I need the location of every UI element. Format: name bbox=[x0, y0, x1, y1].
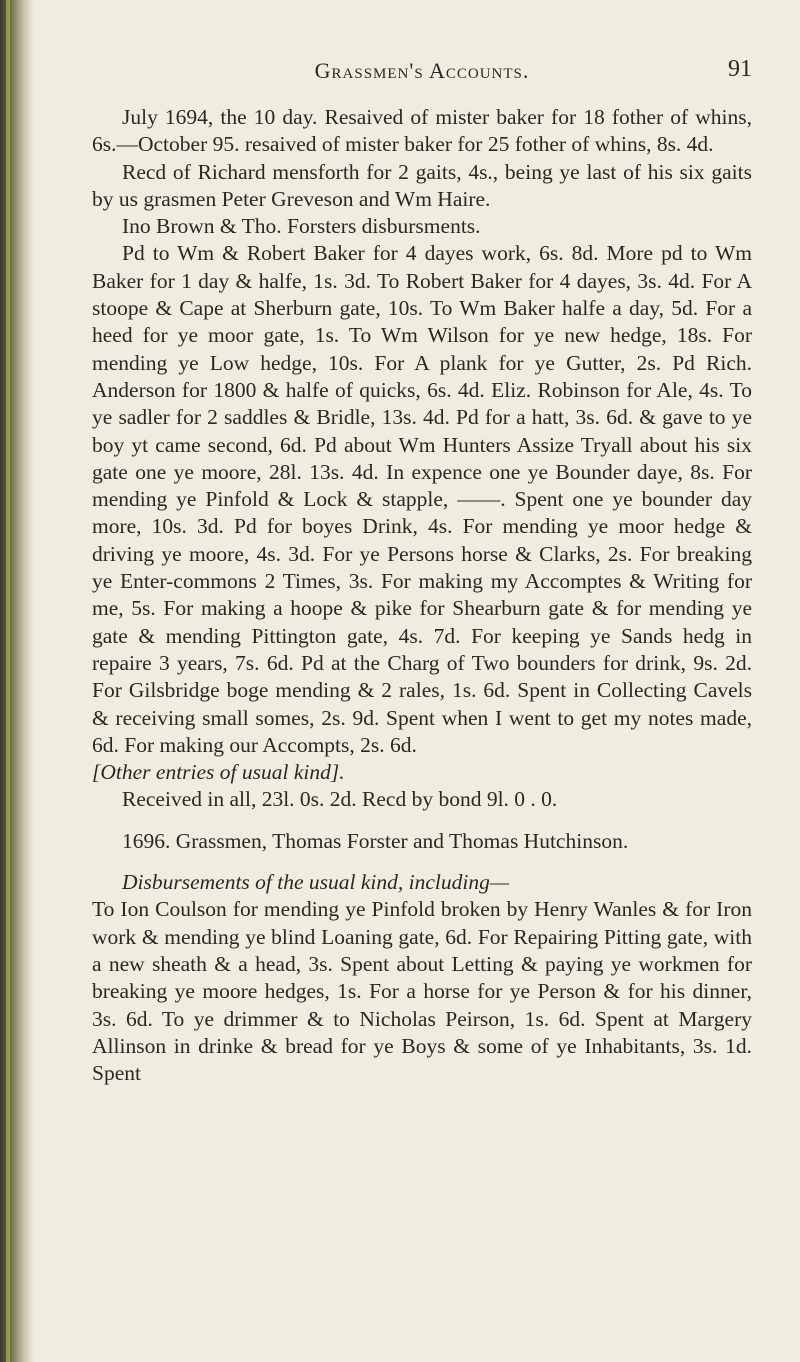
page-body bbox=[92, 104, 752, 1087]
paragraph-richard-mensforth: Recd of Richard mensforth for 2 gaits, 4s., being ye last of his six gaits by us grasmen Peter Greveson and Wm Haire. bbox=[92, 159, 752, 211]
paragraph-disbursments-heading: Ino Brown & Tho. Forsters disbursments. bbox=[122, 214, 481, 239]
paragraph-received-total: Received in all, 23l. 0s. 2d. Recd by bond 9l. 0 . 0. bbox=[122, 787, 558, 812]
paragraph-1696-grassmen: 1696. Grassmen, Thomas Forster and Thomas Hutchinson. bbox=[122, 828, 629, 853]
running-head bbox=[92, 58, 752, 88]
paragraph-1696-disbursements-heading: Disbursements of the usual kind, including— bbox=[122, 870, 509, 895]
paragraph-disbursments-list: Pd to Wm & Robert Baker for 4 dayes work, 6s. 8d. More pd to Wm Baker for 1 day & halfe, 1s. 3d. To Robert Baker for 4 dayes, 3s. 4d. For A stoope & Cape at Sherburn gate, 10s. To Wm Baker halfe a day, 5d. For a heed for ye moor gate, 1s. To Wm Wilson for ye new hedge, 18s. For mending ye Low hedge, 10s. For A plank for ye Gutter, 2s. Pd Rich. Anderson for 1800 & halfe of quicks, 6s. 4d. Eliz. Robinson for Ale, 4s. To ye sadler for 2 saddles & Bridle, 13s. 4d. Pd for a hatt, 3s. 6d. & gave to ye boy yt came second, 6d. Pd about Wm Hunters Assize Tryall about his six gate one ye moore, 28l. 13s. 4d. In expence one ye Bounder daye, 8s. For mending ye Pinfold & Lock & stapple, ——. Spent one ye bounder day more, 10s. 3d. Pd for boyes Drink, 4s. For mending ye moor hedge & driving ye moore, 4s. 3d. For ye Persons horse & Clarks, 2s. For breaking ye Enter-commons 2 Times, 3s. For making my Accomptes & Writing for me, 5s. For making a hoope & pike for Shearburn gate & for mending ye gate & mending Pittington gate, 4s. 7d. For keeping ye Sands hedg in repaire 3 years, 7s. 6d. Pd at the Charg of Two bounders for drink, 9s. 2d. For Gilsbridge boge mending & 2 rales, 1s. 6d. Spent in Collecting Cavels & receiving small somes, 2s. 9d. Spent when I went to get my notes made, 6d. For making our Accompts, 2s. 6d. bbox=[92, 241, 752, 757]
page-number: 91 bbox=[728, 56, 752, 82]
paragraph-editorial-note: [Other entries of usual kind]. bbox=[92, 760, 345, 785]
book-binding-edge bbox=[6, 0, 10, 1362]
section-gap bbox=[92, 855, 752, 869]
section-gap bbox=[92, 814, 752, 828]
paragraph-receipts-1694: July 1694, the 10 day. Resaived of mister baker for 18 fother of whins, 6s.—October 95. resaived of mister baker for 25 fother of whins, 8s. 4d. bbox=[92, 105, 752, 157]
paragraph-1696-disbursements-list: To Ion Coulson for mending ye Pinfold broken by Henry Wanles & for Iron work & mending ye blind Loaning gate, 6d. For Repairing Pitting gate, with a new sheath & a head, 3s. Spent about Letting & paying ye workmen for breaking ye moore hedges, 1s. For a horse for ye Person & for his dinner, 3s. 6d. To ye drimmer & to Nicholas Peirson, 1s. 6d. Spent at Margery Allinson in drinke & bread for ye Boys & some of ye Inhabitants, 3s. 1d. Spent bbox=[92, 897, 752, 1086]
running-title: Grassmen's Accounts. bbox=[314, 58, 530, 83]
